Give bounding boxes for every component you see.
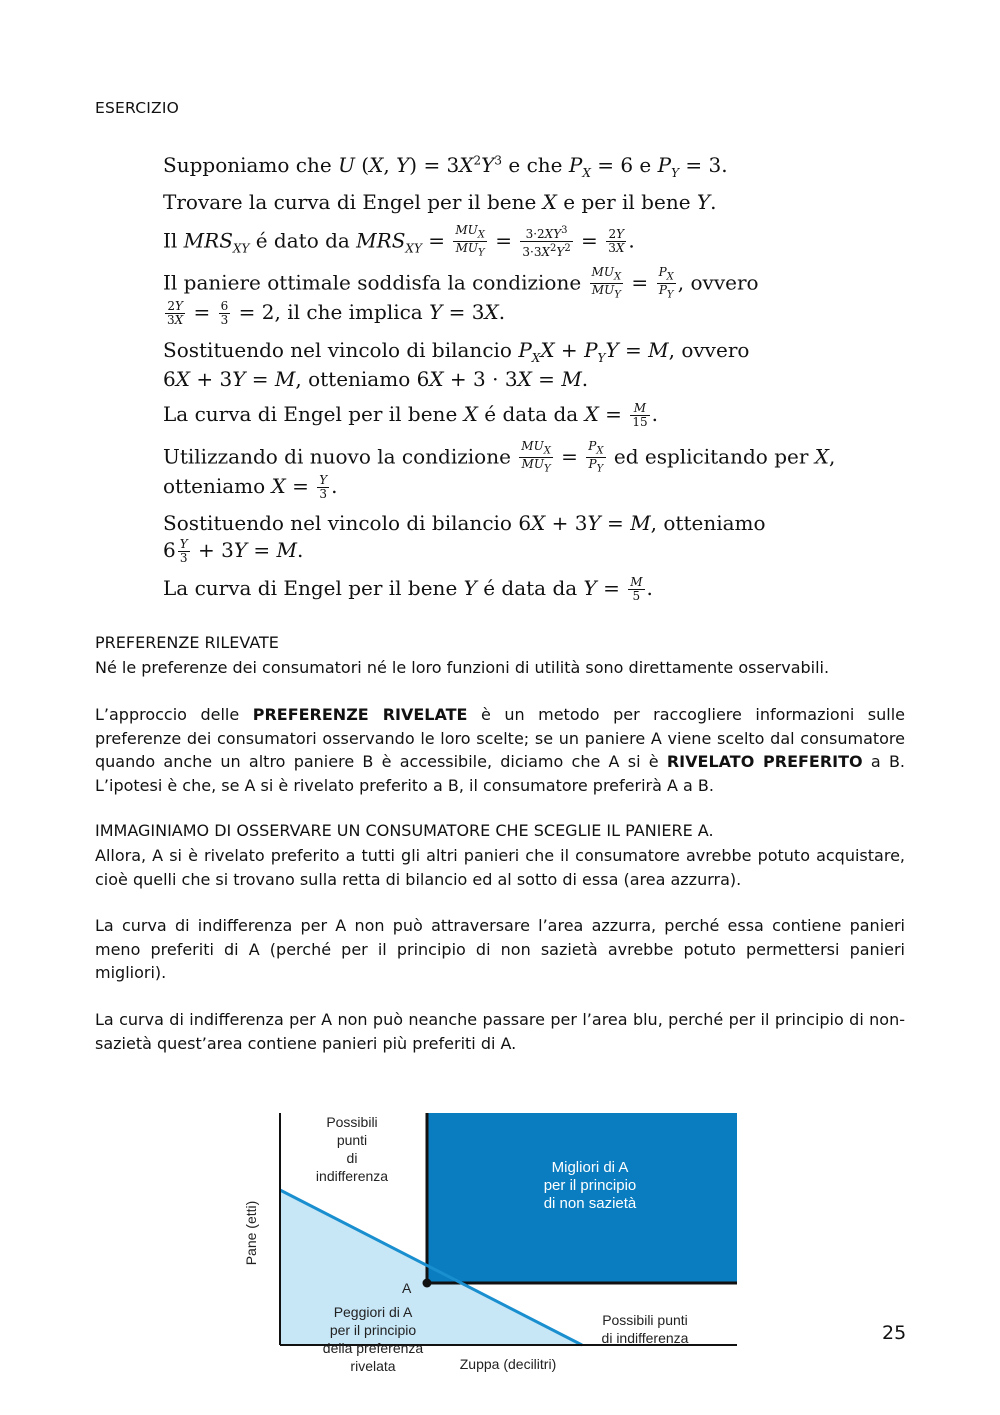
exercise-line-13: La curva di Engel per il bene Y é data da Y = $\frac{M}{5}$ . [163,575,653,603]
exercise-line-6: Sostituendo nel vincolo di bilancio $P_XX + P_YY = M$, ovvero [163,338,750,365]
revealed-preference-figure [230,1105,750,1415]
exercise-heading: ESERCIZIO [95,99,180,117]
point-a [423,1279,432,1288]
exercise-line-5: $\frac{2Y}{3X}$ = $\frac{6}{3}$ = 2, il che implica Y = 3X. [167,299,506,327]
svg-text:di: di [346,1150,358,1166]
svg-text:di indifferenza: di indifferenza [601,1330,689,1346]
svg-text:Possibili: Possibili [326,1114,378,1130]
svg-text:Migliori di A: Migliori di A [551,1159,629,1176]
exercise-line-2: Trovare la curva di Engel per il bene X e per il bene Y. [163,190,717,214]
top-right-label [544,1159,637,1212]
bottom-right-label [602,1312,689,1346]
svg-text:rivelata: rivelata [350,1358,396,1374]
y-axis-label: Pane (etti) [243,1200,259,1266]
svg-text:della preferenza: della preferenza [322,1340,424,1356]
bold-preferenze-rivelate: PREFERENZE RIVELATE [252,705,468,724]
section-title: PREFERENZE RILEVATE [95,633,279,652]
exercise-line-1: Supponiamo che U (X, $Y) = 3X^2Y^3$ e che $P_X = 6$ e $P_Y = 3$. [163,153,728,180]
exercise-line-8: La curva di Engel per il bene X é data da X = $\frac{M}{15}$ . [163,401,658,429]
svg-text:punti: punti [336,1132,368,1148]
paragraph-2: L’approccio delle PREFERENZE RIVELATE è un metodo per raccogliere informazioni sulle preferenze dei consumatori osservando le loro scelte; se un paniere A viene scelto dal consumatore quando anche un altro paniere B è accessibile, diciamo che A si è RIVELATO PREFERITO a B. L’ipotesi è che, se A si è rivelato preferito a B, il consumatore preferirà A a B. [95,705,906,795]
exercise-line-7: 6X + 3Y = M, otteniamo 6X + 3 · 3X = M. [163,367,589,391]
svg-text:per il principio: per il principio [543,1177,637,1194]
svg-text:di non sazietà: di non sazietà [543,1195,637,1212]
bold-rivelato-preferito: RIVELATO PREFERITO [666,752,863,771]
svg-text:per il principio: per il principio [329,1322,417,1338]
exercise-line-11: Sostituendo nel vincolo di bilancio 6X + 3Y = M, otteniamo [163,511,766,535]
top-left-label [316,1114,388,1184]
paragraph-3-title: IMMAGINIAMO DI OSSERVARE UN CONSUMATORE CHE SCEGLIE IL PANIERE A. [95,821,714,840]
page-number: 25 [882,1322,907,1344]
svg-text:indifferenza: indifferenza [315,1168,389,1184]
x-axis-label: Zuppa (decilitri) [459,1356,557,1372]
exercise-line-4: Il paniere ottimale soddisfa la condizione $\frac{MU_X}{MU_Y}$ = $\frac{P_X}{P_Y}$ , ovvero [163,265,759,301]
exercise-line-10: otteniamo X = $\frac{Y}{3}$ . [163,473,338,501]
svg-text:Possibili punti: Possibili punti [602,1312,688,1328]
paragraph-5: La curva di indifferenza per A non può neanche passare per l’area blu, perché per il principio di non-sazietà quest’area contiene panieri più preferiti di A. [95,1010,905,1053]
point-a-label: A [402,1280,412,1296]
exercise-line-3: Il $MRS_{XY}$ é dato da $MRS_{XY}$ = $\frac{MU_X}{MU_Y}$ = $\frac{3\cdot 2XY^3}{3\cdot 3X^2Y^2}$ = $\frac{2Y}{3X}$ . [163,223,635,260]
exercise-line-12: 6 $\frac{Y}{3}$ + 3Y = M. [163,537,304,565]
paragraph-1: Né le preferenze dei consumatori né le loro funzioni di utilità sono direttamente osservabili. [95,658,830,677]
paragraph-4: La curva di indifferenza per A non può attraversare l’area azzurra, perché essa contiene panieri meno preferiti di A (perché per il principio di non sazietà avrebbe potuto permettersi panieri migliori). [95,916,905,982]
svg-text:Peggiori di A: Peggiori di A [333,1304,413,1320]
paragraph-3: Allora, A si è rivelato preferito a tutti gli altri panieri che il consumatore avrebbe potuto acquistare, cioè quelli che si trovano sulla retta di bilancio ed al sotto di essa (area azzurra). [95,846,905,889]
exercise-line-9: Utilizzando di nuovo la condizione $\frac{MU_X}{MU_Y}$ = $\frac{P_X}{P_Y}$ ed esplicitando per X, [163,439,836,475]
